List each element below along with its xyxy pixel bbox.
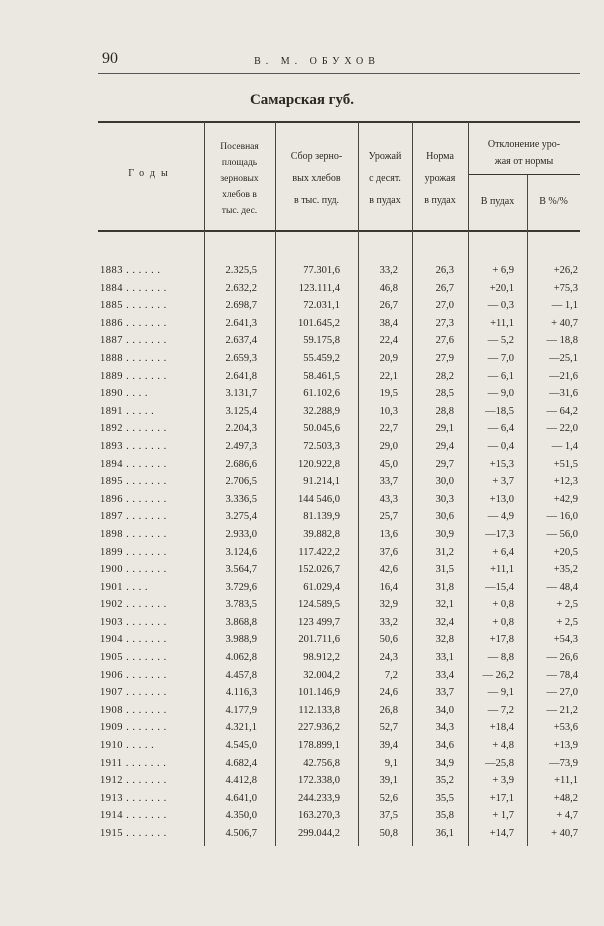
table-row: [98, 737, 580, 755]
deviation-pud-cell: +13,0: [489, 493, 514, 505]
header-harvest-line: вых хлебов: [292, 173, 341, 184]
area-cell: 4.412,8: [225, 775, 257, 787]
yield-cell: 9,1: [384, 757, 398, 769]
year-cell: 1883 . . . . . .: [100, 265, 161, 276]
deviation-pct-cell: — 64,2: [546, 405, 578, 417]
norm-cell: 29,7: [435, 458, 454, 470]
area-cell: 2.637,4: [225, 335, 257, 347]
yield-cell: 26,7: [379, 300, 398, 312]
year-cell: 1888 . . . . . . .: [100, 352, 167, 364]
deviation-pud-cell: —17,3: [485, 528, 514, 540]
yield-cell: 39,1: [379, 775, 398, 787]
deviation-pct-cell: + 2,5: [556, 616, 578, 628]
table-row: [98, 385, 580, 403]
deviation-pct-cell: +12,3: [553, 476, 578, 488]
year-cell: 1902 . . . . . . .: [100, 599, 167, 611]
norm-cell: 27,9: [435, 352, 454, 364]
norm-cell: 34,0: [435, 704, 454, 716]
header-yield: [358, 146, 412, 212]
year-cell: 1893 . . . . . . .: [100, 440, 167, 452]
table-row: [98, 702, 580, 720]
yield-cell: 10,3: [379, 405, 398, 417]
norm-cell: 28,5: [435, 388, 454, 400]
harvest-cell: 61.102,6: [303, 388, 340, 400]
header-area-line: тыс. дес.: [221, 206, 258, 216]
yield-cell: 25,7: [379, 511, 398, 523]
deviation-pct-cell: — 1,4: [551, 440, 578, 452]
deviation-pud-cell: — 7,0: [487, 352, 514, 364]
table-row: [98, 579, 580, 597]
area-cell: 2.698,7: [225, 300, 257, 312]
table-body: [98, 262, 580, 843]
harvest-cell: 299.044,2: [298, 828, 340, 839]
yield-cell: 37,6: [379, 546, 398, 558]
year-cell: 1898 . . . . . . .: [100, 528, 167, 540]
norm-cell: 27,6: [435, 335, 454, 347]
table-row: [98, 315, 580, 333]
area-cell: 2.686,6: [225, 458, 257, 470]
yield-cell: 43,3: [379, 493, 398, 505]
yield-cell: 33,2: [379, 265, 398, 276]
deviation-pct-cell: +13,9: [553, 740, 578, 752]
area-cell: 4.506,7: [225, 828, 257, 839]
yield-cell: 22,7: [379, 423, 398, 435]
table-row: [98, 825, 580, 843]
harvest-cell: 178.899,1: [298, 740, 340, 752]
yield-cell: 24,3: [379, 652, 398, 664]
deviation-pct-cell: +42,9: [553, 493, 578, 505]
table-row: [98, 772, 580, 790]
norm-cell: 32,8: [435, 634, 454, 646]
area-cell: 4.457,8: [225, 669, 257, 681]
norm-cell: 31,2: [435, 546, 454, 558]
area-cell: 4.177,9: [225, 704, 257, 716]
table-row: [98, 491, 580, 509]
harvest-cell: 101.645,2: [298, 317, 340, 329]
deviation-pud-cell: — 6,1: [487, 370, 514, 382]
table-row: [98, 403, 580, 421]
yield-cell: 7,2: [384, 669, 398, 681]
table-row: [98, 807, 580, 825]
norm-cell: 33,1: [435, 652, 454, 664]
year-cell: 1913 . . . . . . .: [100, 792, 167, 804]
yield-cell: 46,8: [379, 282, 398, 294]
deviation-pud-cell: — 0,3: [487, 300, 514, 312]
harvest-cell: 144 546,0: [298, 493, 340, 505]
harvest-cell: 77.301,6: [303, 265, 340, 276]
header-norm-line: в пудах: [424, 195, 456, 206]
year-cell: 1895 . . . . . . .: [100, 476, 167, 488]
deviation-pud-cell: + 1,7: [492, 810, 514, 822]
table-row: [98, 262, 580, 280]
deviation-pct-cell: — 1,1: [551, 300, 578, 312]
area-cell: 3.868,8: [225, 616, 257, 628]
area-cell: 4.545,0: [225, 740, 257, 752]
table-row: [98, 456, 580, 474]
year-cell: 1884 . . . . . . .: [100, 282, 167, 294]
harvest-cell: 244.233,9: [298, 792, 340, 804]
deviation-pud-cell: +17,8: [489, 634, 514, 646]
header-yield-line: с десят.: [369, 173, 401, 184]
deviation-pct-cell: + 4,7: [556, 810, 578, 822]
header-norm: [412, 146, 468, 212]
year-cell: 1907 . . . . . . .: [100, 687, 167, 699]
header-dev-pct: В %/%: [539, 196, 568, 207]
norm-cell: 34,6: [435, 740, 454, 752]
header-norm-line: урожая: [424, 173, 456, 184]
year-cell: 1899 . . . . . . .: [100, 546, 167, 558]
year-cell: 1885 . . . . . . .: [100, 300, 167, 312]
yield-cell: 50,6: [379, 634, 398, 646]
year-cell: 1906 . . . . . . .: [100, 669, 167, 681]
harvest-cell: 59.175,8: [303, 335, 340, 347]
head-rule: [98, 73, 580, 74]
area-cell: 2.641,3: [225, 317, 257, 329]
area-cell: 2.204,3: [225, 423, 257, 435]
header-bottom-rule: [98, 230, 580, 232]
harvest-cell: 101.146,9: [298, 687, 340, 699]
deviation-pud-cell: + 0,8: [492, 616, 514, 628]
deviation-pct-cell: +11,1: [554, 775, 578, 787]
area-cell: 4.350,0: [225, 810, 257, 822]
harvest-cell: 55.459,2: [303, 352, 340, 364]
yield-cell: 50,8: [379, 828, 398, 839]
yield-cell: 29,0: [379, 440, 398, 452]
harvest-cell: 81.139,9: [303, 511, 340, 523]
norm-cell: 26,3: [435, 265, 454, 276]
norm-cell: 32,4: [435, 616, 454, 628]
table-row: [98, 684, 580, 702]
area-cell: 4.682,4: [225, 757, 257, 769]
harvest-cell: 123.111,4: [298, 282, 340, 294]
deviation-pud-cell: — 5,2: [487, 335, 514, 347]
deviation-pct-cell: — 21,2: [546, 704, 578, 716]
deviation-pud-cell: —25,8: [485, 757, 514, 769]
year-cell: 1897 . . . . . . .: [100, 511, 167, 523]
table-row: [98, 719, 580, 737]
yield-cell: 33,2: [379, 616, 398, 628]
area-cell: 3.729,6: [225, 581, 257, 593]
deviation-pud-cell: + 6,4: [492, 546, 514, 558]
deviation-pud-cell: — 4,9: [487, 511, 514, 523]
year-cell: 1910 . . . . .: [100, 740, 155, 752]
year-cell: 1894 . . . . . . .: [100, 458, 167, 470]
header-area-line: зерновых: [220, 174, 259, 184]
header-dev-pud: В пудах: [480, 196, 515, 207]
table-row: [98, 368, 580, 386]
harvest-cell: 201.711,6: [298, 634, 340, 646]
area-cell: 2.659,3: [225, 352, 257, 364]
deviation-pct-cell: +51,5: [553, 458, 578, 470]
yield-cell: 37,5: [379, 810, 398, 822]
table-row: [98, 297, 580, 315]
year-cell: 1904 . . . . . . .: [100, 634, 167, 646]
table-row: [98, 544, 580, 562]
norm-cell: 35,5: [435, 792, 454, 804]
deviation-pct-cell: + 2,5: [556, 599, 578, 611]
header-harvest: [275, 146, 358, 212]
table-row: [98, 438, 580, 456]
table-row: [98, 473, 580, 491]
deviation-pct-cell: +75,3: [553, 282, 578, 294]
year-cell: 1892 . . . . . . .: [100, 423, 167, 435]
deviation-pct-cell: + 40,7: [551, 828, 578, 839]
harvest-cell: 172.338,0: [298, 775, 340, 787]
norm-cell: 35,8: [435, 810, 454, 822]
year-cell: 1914 . . . . . . .: [100, 810, 167, 822]
area-cell: 4.116,3: [225, 687, 257, 699]
area-cell: 4.062,8: [225, 652, 257, 664]
table-row: [98, 755, 580, 773]
harvest-cell: 227.936,2: [298, 722, 340, 734]
deviation-pud-cell: +20,1: [489, 282, 514, 294]
table-row: [98, 508, 580, 526]
table-top-rule: [98, 121, 580, 123]
area-cell: 3.988,9: [225, 634, 257, 646]
harvest-cell: 120.922,8: [298, 458, 340, 470]
yield-cell: 24,6: [379, 687, 398, 699]
deviation-pud-cell: + 4,8: [492, 740, 514, 752]
yield-cell: 39,4: [379, 740, 398, 752]
area-cell: 3.125,4: [225, 405, 257, 417]
year-cell: 1903 . . . . . . .: [100, 616, 167, 628]
norm-cell: 30,6: [435, 511, 454, 523]
area-cell: 3.124,6: [225, 546, 257, 558]
deviation-sub-rule: [468, 174, 580, 175]
area-cell: 3.275,4: [225, 511, 257, 523]
deviation-pud-cell: — 0,4: [487, 440, 514, 452]
norm-cell: 28,8: [435, 405, 454, 417]
yield-cell: 13,6: [379, 528, 398, 540]
deviation-pct-cell: —31,6: [549, 388, 578, 400]
table-row: [98, 280, 580, 298]
norm-cell: 27,3: [435, 317, 454, 329]
deviation-pud-cell: +11,1: [490, 317, 514, 329]
header-area: [204, 139, 275, 219]
yield-cell: 42,6: [379, 564, 398, 576]
deviation-pud-cell: +15,3: [489, 458, 514, 470]
norm-cell: 27,0: [435, 300, 454, 312]
header-years: Годы: [128, 168, 174, 179]
deviation-pct-cell: — 27,0: [546, 687, 578, 699]
area-cell: 3.783,5: [225, 599, 257, 611]
norm-cell: 35,2: [435, 775, 454, 787]
harvest-cell: 39.882,8: [303, 528, 340, 540]
norm-cell: 31,5: [435, 564, 454, 576]
norm-cell: 34,3: [435, 722, 454, 734]
deviation-pud-cell: + 0,8: [492, 599, 514, 611]
year-cell: 1891 . . . . .: [100, 405, 155, 417]
yield-cell: 45,0: [379, 458, 398, 470]
table-row: [98, 790, 580, 808]
table-row: [98, 350, 580, 368]
yield-cell: 16,4: [379, 581, 398, 593]
area-cell: 2.497,3: [225, 440, 257, 452]
deviation-pud-cell: — 9,0: [487, 388, 514, 400]
table-row: [98, 561, 580, 579]
area-cell: 3.336,5: [225, 493, 257, 505]
deviation-pct-cell: — 56,0: [546, 528, 578, 540]
deviation-pct-cell: +53,6: [553, 722, 578, 734]
norm-cell: 30,9: [435, 528, 454, 540]
deviation-pud-cell: — 9,1: [487, 687, 514, 699]
harvest-cell: 32.004,2: [303, 669, 340, 681]
norm-cell: 28,2: [435, 370, 454, 382]
table-row: [98, 526, 580, 544]
yield-cell: 52,6: [379, 792, 398, 804]
year-cell: 1915 . . . . . . .: [100, 828, 167, 839]
norm-cell: 30,0: [435, 476, 454, 488]
deviation-pud-cell: — 8,8: [487, 652, 514, 664]
deviation-pct-cell: +48,2: [553, 792, 578, 804]
harvest-cell: 72.503,3: [303, 440, 340, 452]
header-area-line: площадь: [221, 158, 258, 168]
deviation-pct-cell: +35,2: [553, 564, 578, 576]
deviation-pct-cell: — 16,0: [546, 511, 578, 523]
area-cell: 3.131,7: [225, 388, 257, 400]
table-row: [98, 667, 580, 685]
harvest-cell: 112.133,8: [298, 704, 340, 716]
year-cell: 1912 . . . . . . .: [100, 775, 167, 787]
norm-cell: 32,1: [435, 599, 454, 611]
deviation-pct-cell: — 18,8: [546, 335, 578, 347]
table-row: [98, 596, 580, 614]
year-cell: 1890 . . . .: [100, 388, 148, 400]
harvest-cell: 72.031,1: [303, 300, 340, 312]
deviation-pct-cell: +20,5: [553, 546, 578, 558]
table-row: [98, 631, 580, 649]
norm-cell: 33,4: [435, 669, 454, 681]
norm-cell: 29,4: [435, 440, 454, 452]
area-cell: 2.706,5: [225, 476, 257, 488]
year-cell: 1905 . . . . . . .: [100, 652, 167, 664]
deviation-pct-cell: +26,2: [553, 265, 578, 276]
norm-cell: 34,9: [435, 757, 454, 769]
deviation-pct-cell: —73,9: [549, 757, 578, 769]
harvest-cell: 123 499,7: [298, 616, 340, 628]
table-row: [98, 332, 580, 350]
harvest-cell: 58.461,5: [303, 370, 340, 382]
norm-cell: 36,1: [435, 828, 454, 839]
yield-cell: 26,8: [379, 704, 398, 716]
deviation-pud-cell: +17,1: [489, 792, 514, 804]
header-harvest-line: в тыс. пуд.: [293, 195, 340, 206]
area-cell: 3.564,7: [225, 564, 257, 576]
year-cell: 1908 . . . . . . .: [100, 704, 167, 716]
year-cell: 1911 . . . . . . .: [100, 757, 167, 769]
harvest-cell: 163.270,3: [298, 810, 340, 822]
year-cell: 1896 . . . . . . .: [100, 493, 167, 505]
yield-cell: 20,9: [379, 352, 398, 364]
norm-cell: 26,7: [435, 282, 454, 294]
harvest-cell: 98.912,2: [303, 652, 340, 664]
deviation-pct-cell: —21,6: [549, 370, 578, 382]
year-cell: 1887 . . . . . . .: [100, 335, 167, 347]
deviation-pud-cell: + 3,7: [492, 476, 514, 488]
harvest-cell: 42.756,8: [303, 757, 340, 769]
yield-cell: 22,4: [379, 335, 398, 347]
header-harvest-line: Сбор зерно-: [290, 151, 343, 162]
deviation-pud-cell: + 3,9: [492, 775, 514, 787]
deviation-pct-cell: + 40,7: [551, 317, 578, 329]
header-area-line: хлебов в: [222, 190, 257, 200]
area-cell: 2.325,5: [225, 265, 257, 276]
header-deviation-line: жая от нормы: [494, 156, 554, 167]
table-row: [98, 420, 580, 438]
header-area-line: Посевная: [220, 142, 259, 152]
deviation-pct-cell: +54,3: [553, 634, 578, 646]
deviation-pud-cell: — 6,4: [487, 423, 514, 435]
yield-cell: 32,9: [379, 599, 398, 611]
deviation-pct-cell: — 78,4: [546, 669, 578, 681]
deviation-pud-cell: —18,5: [485, 405, 514, 417]
area-cell: 2.933,0: [225, 528, 257, 540]
norm-cell: 30,3: [435, 493, 454, 505]
harvest-cell: 91.214,1: [303, 476, 340, 488]
deviation-pud-cell: +11,1: [490, 564, 514, 576]
deviation-pct-cell: — 22,0: [546, 423, 578, 435]
harvest-cell: 50.045,6: [303, 423, 340, 435]
table-title: Самарская губ.: [249, 92, 355, 108]
header-deviation: [468, 136, 580, 170]
deviation-pud-cell: — 26,2: [482, 669, 514, 681]
year-cell: 1889 . . . . . . .: [100, 370, 167, 382]
year-cell: 1900 . . . . . . .: [100, 564, 167, 576]
deviation-pud-cell: +14,7: [489, 828, 514, 839]
deviation-pct-cell: — 48,4: [546, 581, 578, 593]
area-cell: 2.632,2: [225, 282, 257, 294]
page-number: 90: [102, 50, 118, 67]
harvest-cell: 117.422,2: [298, 546, 340, 558]
norm-cell: 33,7: [435, 687, 454, 699]
harvest-cell: 32.288,9: [303, 405, 340, 417]
deviation-pud-cell: — 7,2: [487, 704, 514, 716]
harvest-cell: 124.589,5: [298, 599, 340, 611]
area-cell: 4.321,1: [225, 722, 257, 734]
header-yield-line: в пудах: [369, 195, 401, 206]
norm-cell: 31,8: [435, 581, 454, 593]
header-deviation-line: Отклонение уро-: [487, 139, 561, 150]
yield-cell: 52,7: [379, 722, 398, 734]
yield-cell: 22,1: [379, 370, 398, 382]
table-row: [98, 614, 580, 632]
year-cell: 1901 . . . .: [100, 581, 148, 593]
harvest-cell: 152.026,7: [298, 564, 340, 576]
harvest-cell: 61.029,4: [303, 581, 340, 593]
deviation-pct-cell: — 26,6: [546, 652, 578, 664]
year-cell: 1909 . . . . . . .: [100, 722, 167, 734]
norm-cell: 29,1: [435, 423, 454, 435]
running-head: В. М. ОБУХОВ: [254, 56, 380, 67]
deviation-pud-cell: + 6,9: [492, 265, 514, 276]
yield-cell: 19,5: [379, 388, 398, 400]
year-cell: 1886 . . . . . . .: [100, 317, 167, 329]
deviation-pud-cell: +18,4: [489, 722, 514, 734]
table-row: [98, 649, 580, 667]
header-yield-line: Урожай: [368, 151, 402, 162]
deviation-pud-cell: —15,4: [485, 581, 514, 593]
yield-cell: 38,4: [379, 317, 398, 329]
yield-cell: 33,7: [379, 476, 398, 488]
area-cell: 4.641,0: [225, 792, 257, 804]
deviation-pct-cell: —25,1: [549, 352, 578, 364]
header-norm-line: Норма: [426, 151, 454, 162]
area-cell: 2.641,8: [225, 370, 257, 382]
